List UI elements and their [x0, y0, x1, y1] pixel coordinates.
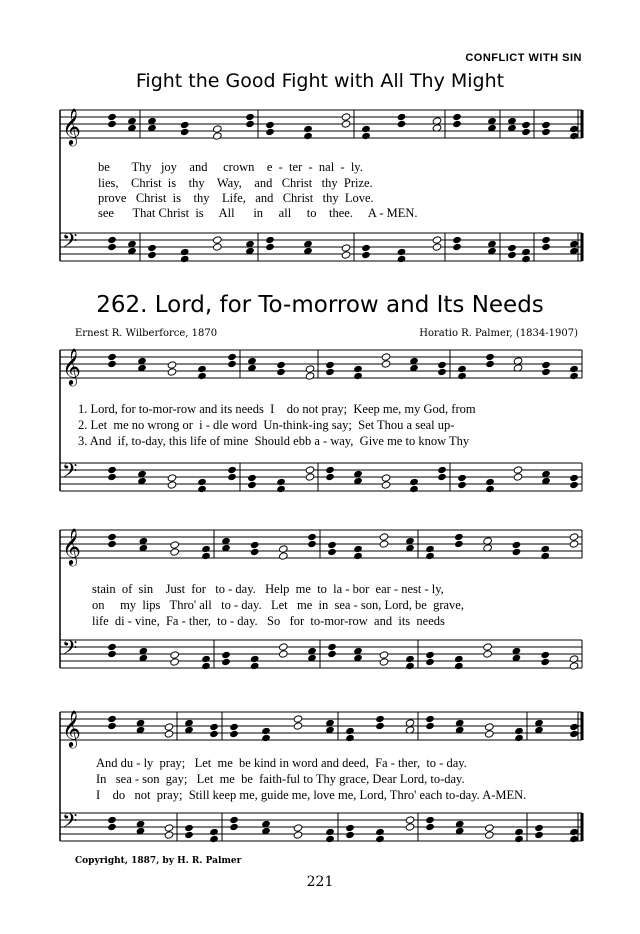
notehead [569, 662, 579, 670]
hymn2-s2-lyric-3: life di - vine, Fa - ther, to - day. So for to-mor-row and its needs [92, 614, 445, 628]
notehead [107, 243, 117, 251]
notehead [209, 828, 219, 836]
notehead [227, 466, 237, 474]
notehead [353, 372, 363, 380]
notehead [261, 727, 271, 735]
notehead [485, 723, 495, 731]
notehead [213, 125, 223, 133]
notehead [107, 715, 117, 723]
notehead [325, 828, 335, 836]
notehead [375, 722, 385, 730]
notehead [379, 540, 389, 548]
notehead [409, 478, 419, 486]
notehead [229, 816, 239, 824]
notehead [279, 650, 289, 658]
notehead [485, 360, 495, 368]
notehead [457, 372, 467, 380]
notehead [107, 466, 117, 474]
notehead [265, 236, 275, 244]
clef-symbol: 𝄢 [62, 229, 78, 257]
notehead [483, 650, 493, 658]
notehead [325, 466, 335, 474]
notehead [305, 473, 315, 481]
notehead [353, 365, 363, 373]
clef-symbol: 𝄞 [62, 527, 81, 565]
notehead [180, 121, 190, 129]
notehead [361, 244, 371, 252]
notehead [261, 734, 271, 742]
hymn1-lyric-3: prove Christ is thy Life, and Christ thy Love. [98, 191, 374, 205]
notehead [540, 545, 550, 553]
notehead [307, 533, 317, 541]
notehead [521, 128, 531, 136]
notehead [425, 545, 435, 553]
notehead [307, 540, 317, 548]
notehead [327, 650, 337, 658]
notehead [265, 243, 275, 251]
hymn2-s3-lyric-3: I do not pray; Still keep me, guide me, love me, Lord, Thro' each to-day. A-MEN. [96, 788, 527, 802]
notehead [147, 251, 157, 259]
hymn2-s1-lyric-1: 1. Lord, for to-mor-row and its needs I do not pray; Keep me, my God, from [78, 402, 476, 416]
notehead [197, 485, 207, 493]
notehead [107, 650, 117, 658]
notehead [452, 120, 462, 128]
notehead [305, 372, 315, 380]
notehead [452, 113, 462, 121]
notehead [569, 723, 579, 731]
copyright-notice: Copyright, 1887, by H. R. Palmer [75, 856, 242, 866]
notehead [170, 541, 180, 549]
notehead [569, 125, 579, 133]
notehead [569, 365, 579, 373]
notehead [454, 540, 464, 548]
hymn1-lyric-1: be Thy joy and crown e - ter - nal - ly. [98, 160, 363, 174]
notehead [213, 132, 223, 140]
notehead [540, 658, 550, 666]
notehead [107, 473, 117, 481]
notehead [229, 723, 239, 731]
notehead [512, 548, 522, 556]
notehead [405, 823, 415, 831]
notehead [107, 120, 117, 128]
notehead [541, 368, 551, 376]
notehead [107, 533, 117, 541]
hymn2-s3-lyric-2: In sea - son gay; Let me be faith-ful to Thy grace, Dear Lord, to-day. [96, 772, 465, 786]
notehead [541, 361, 551, 369]
notehead [361, 132, 371, 140]
notehead [353, 552, 363, 560]
notehead [341, 251, 351, 259]
notehead [276, 485, 286, 493]
notehead [293, 722, 303, 730]
notehead [375, 828, 385, 836]
notehead [201, 545, 211, 553]
notehead [303, 132, 313, 140]
notehead [485, 485, 495, 493]
notehead [507, 251, 517, 259]
notehead [327, 548, 337, 556]
notehead [569, 533, 579, 541]
notehead [229, 730, 239, 738]
notehead [170, 548, 180, 556]
notehead [452, 243, 462, 251]
clef-symbol: 𝄞 [62, 347, 81, 385]
notehead [293, 831, 303, 839]
notehead [437, 368, 447, 376]
notehead [541, 243, 551, 251]
notehead [201, 552, 211, 560]
notehead [167, 368, 177, 376]
notehead [184, 831, 194, 839]
notehead [293, 715, 303, 723]
notehead [327, 541, 337, 549]
hymn1-title: Fight the Good Fight with All Thy Might [135, 70, 505, 92]
notehead [341, 120, 351, 128]
notehead [485, 353, 495, 361]
notehead [107, 823, 117, 831]
notehead [180, 128, 190, 136]
notehead [437, 473, 447, 481]
notehead [541, 121, 551, 129]
notehead [265, 128, 275, 136]
notehead [209, 723, 219, 731]
notehead [247, 481, 257, 489]
notehead [457, 474, 467, 482]
notehead [521, 248, 531, 256]
notehead [327, 643, 337, 651]
notehead [325, 473, 335, 481]
notehead [325, 835, 335, 843]
notehead [534, 824, 544, 832]
notehead [305, 466, 315, 474]
hymn2-s2-lyric-1: stain of sin Just for to - day. Help me to la - bor ear - nest - ly, [92, 582, 444, 596]
notehead [454, 533, 464, 541]
page-number: 221 [306, 874, 334, 890]
notehead [164, 824, 174, 832]
notehead [345, 831, 355, 839]
notehead [569, 828, 579, 836]
notehead [409, 485, 419, 493]
notehead [341, 244, 351, 252]
composer-credit: Horatio R. Palmer, (1834-1907) [419, 328, 578, 339]
notehead [345, 727, 355, 735]
notehead [107, 643, 117, 651]
notehead [361, 125, 371, 133]
notehead [250, 541, 260, 549]
notehead [514, 835, 524, 843]
notehead [247, 474, 257, 482]
notehead [514, 828, 524, 836]
notehead [209, 730, 219, 738]
notehead [425, 658, 435, 666]
notehead [170, 651, 180, 659]
notehead [107, 113, 117, 121]
notehead [514, 734, 524, 742]
section-header: CONFLICT WITH SIN [465, 52, 582, 64]
hymn1-lyric-4: see That Christ is All in all to thee. A - MEN. [98, 206, 418, 220]
notehead [209, 835, 219, 843]
notehead [425, 715, 435, 723]
notehead [201, 655, 211, 663]
notehead [569, 132, 579, 140]
notehead [180, 248, 190, 256]
clef-symbol: 𝄞 [62, 107, 81, 145]
notehead [107, 353, 117, 361]
notehead [250, 548, 260, 556]
notehead [361, 251, 371, 259]
notehead [229, 823, 239, 831]
notehead [569, 474, 579, 482]
hymn2-s3-lyric-1: And du - ly pray; Let me be kind in word and deed, Fa - ther, to - day. [96, 756, 467, 770]
notehead [454, 655, 464, 663]
notehead [167, 474, 177, 482]
notehead [569, 372, 579, 380]
notehead [201, 662, 211, 670]
notehead [541, 236, 551, 244]
notehead [521, 121, 531, 129]
notehead [164, 723, 174, 731]
notehead [213, 243, 223, 251]
notehead [265, 121, 275, 129]
notehead [180, 255, 190, 263]
notehead [197, 478, 207, 486]
notehead [541, 128, 551, 136]
notehead [485, 478, 495, 486]
notehead [107, 360, 117, 368]
notehead [250, 662, 260, 670]
notehead [405, 662, 415, 670]
notehead [353, 545, 363, 553]
notehead [483, 643, 493, 651]
notehead [379, 533, 389, 541]
notehead [379, 658, 389, 666]
notehead [425, 823, 435, 831]
clef-symbol: 𝄢 [62, 636, 78, 664]
notehead [279, 545, 289, 553]
notehead [397, 248, 407, 256]
notehead [485, 824, 495, 832]
notehead [245, 113, 255, 121]
notehead [345, 734, 355, 742]
notehead [325, 368, 335, 376]
notehead [457, 365, 467, 373]
notehead [569, 730, 579, 738]
notehead [513, 473, 523, 481]
notehead [397, 120, 407, 128]
notehead [170, 658, 180, 666]
notehead [221, 658, 231, 666]
notehead [107, 722, 117, 730]
notehead [534, 831, 544, 839]
notehead [397, 113, 407, 121]
notehead [227, 360, 237, 368]
notehead [521, 255, 531, 263]
notehead [325, 361, 335, 369]
notehead [107, 816, 117, 824]
clef-symbol: 𝄞 [62, 709, 81, 747]
notehead [184, 824, 194, 832]
notehead [569, 655, 579, 663]
author-credit: Ernest R. Wilberforce, 1870 [75, 328, 218, 339]
notehead [457, 481, 467, 489]
notehead [167, 481, 177, 489]
notehead [245, 120, 255, 128]
notehead [279, 552, 289, 560]
clef-symbol: 𝄢 [62, 809, 78, 837]
notehead [164, 730, 174, 738]
notehead [569, 481, 579, 489]
notehead [107, 540, 117, 548]
notehead [381, 360, 391, 368]
notehead [221, 651, 231, 659]
notehead [425, 651, 435, 659]
notehead [512, 541, 522, 549]
notehead [107, 236, 117, 244]
notehead [276, 368, 286, 376]
notehead [293, 824, 303, 832]
hymn2-s2-lyric-2: on my lips Thro' all to - day. Let me in sea - son, Lord, be grave, [92, 598, 464, 612]
notehead [197, 365, 207, 373]
hymn1-lyric-2: lies, Christ is thy Way, and Christ thy Prize. [98, 176, 373, 190]
notehead [514, 727, 524, 735]
notehead [425, 816, 435, 824]
notehead [485, 730, 495, 738]
notehead [375, 715, 385, 723]
hymn2-title: 262. Lord, for To-morrow and Its Needs [96, 292, 544, 318]
notehead [167, 361, 177, 369]
notehead [507, 244, 517, 252]
notehead [341, 113, 351, 121]
notehead [147, 244, 157, 252]
notehead [164, 831, 174, 839]
clef-symbol: 𝄢 [62, 459, 78, 487]
notehead [425, 722, 435, 730]
notehead [425, 552, 435, 560]
notehead [454, 662, 464, 670]
notehead [432, 236, 442, 244]
notehead [381, 474, 391, 482]
notehead [437, 466, 447, 474]
notehead [432, 243, 442, 251]
notehead [345, 824, 355, 832]
notehead [513, 466, 523, 474]
notehead [381, 481, 391, 489]
notehead [452, 236, 462, 244]
hymn2-s1-lyric-2: 2. Let me no wrong or i - dle word Un-think-ing say; Set Thou a seal up- [78, 418, 455, 432]
notehead [381, 353, 391, 361]
notehead [569, 835, 579, 843]
notehead [227, 473, 237, 481]
notehead [569, 540, 579, 548]
hymn2-s1-lyric-3: 3. And if, to-day, this life of mine Should ebb a - way, Give me to know Thy [78, 434, 470, 448]
notehead [379, 651, 389, 659]
notehead [279, 643, 289, 651]
notehead [276, 478, 286, 486]
notehead [405, 655, 415, 663]
notehead [375, 835, 385, 843]
notehead [485, 831, 495, 839]
notehead [405, 816, 415, 824]
notehead [303, 125, 313, 133]
notehead [397, 255, 407, 263]
notehead [540, 651, 550, 659]
notehead [276, 361, 286, 369]
notehead [197, 372, 207, 380]
notehead [213, 236, 223, 244]
notehead [305, 365, 315, 373]
notehead [540, 552, 550, 560]
notehead [250, 655, 260, 663]
notehead [437, 361, 447, 369]
notehead [227, 353, 237, 361]
